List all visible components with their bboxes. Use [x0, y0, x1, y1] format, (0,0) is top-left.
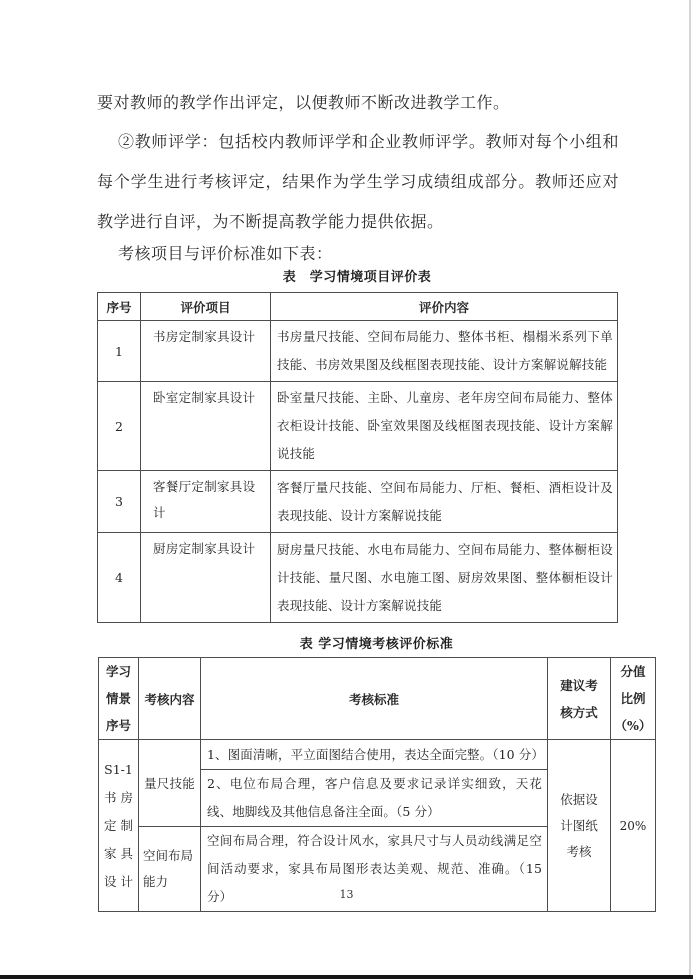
table1-header-no: 序号	[98, 293, 141, 321]
table1-project-evaluation	[97, 292, 618, 623]
paragraph-3: 考核项目与评价标准如下表：	[118, 244, 333, 263]
row-no: 4	[98, 533, 141, 623]
header-line: 分值	[620, 664, 646, 679]
situation-line: 书 房	[104, 789, 133, 805]
page-right-edge	[689, 0, 691, 979]
row-no: 3	[98, 471, 141, 533]
cell-ratio: 20%	[611, 740, 656, 912]
situation-line: 定 制	[104, 817, 133, 833]
cell-standard: 1、图面清晰，平立面图结合使用，表达全面完整。（10 分）	[201, 740, 548, 770]
table-row	[98, 321, 618, 382]
table-row	[98, 382, 618, 471]
cell-standard: 空间布局合理，符合设计风水，家具尺寸与人员动线满足空间活动要求，家具布局图形表达美观、规范、准确。（15 分）	[201, 827, 548, 912]
situation-line: 家 具	[104, 845, 133, 861]
row-no: 2	[98, 382, 141, 471]
row-content: 书房量尺技能、空间布局能力、整体书柜、榻榻米系列下单技能、书房效果图及线框图表现技能、设计方案解说解技能	[271, 321, 618, 382]
row-content: 卧室量尺技能、主卧、儿童房、老年房空间布局能力、整体衣柜设计技能、卧室效果图及线框图表现技能、设计方案解说技能	[271, 382, 618, 471]
method-line: 考核	[566, 843, 592, 859]
cell-situation	[99, 740, 139, 912]
table2-header-method	[548, 658, 611, 740]
page-number: 13	[339, 888, 354, 901]
cell-assess-content: 空间布局能力	[139, 827, 201, 912]
table-row	[99, 740, 656, 770]
table-row	[98, 533, 618, 623]
row-no: 1	[98, 321, 141, 382]
method-line: 依据设	[560, 791, 598, 807]
header-line: （%）	[614, 718, 652, 733]
header-line: 情景	[105, 691, 131, 706]
header-line: 序号	[105, 718, 131, 733]
method-line: 计图纸	[560, 817, 598, 833]
header-line: 核方式	[560, 704, 598, 720]
situation-line: 设 计	[104, 873, 133, 889]
header-line: 比例	[620, 691, 646, 706]
table2-header-row	[99, 658, 656, 740]
table1-header-row	[98, 293, 618, 321]
row-project: 卧室定制家具设计	[141, 382, 271, 471]
row-project: 客餐厅定制家具设计	[141, 471, 271, 533]
row-content: 客餐厅量尺技能、空间布局能力、厅柜、餐柜、酒柜设计及表现技能、设计方案解说技能	[271, 471, 618, 533]
table2-header-content: 考核内容	[139, 658, 201, 740]
paragraph-2: ②教师评学：包括校内教师评学和企业教师评学。教师对每个小组和每个学生进行考核评定，结果作为学生学习成绩组成部分。教师还应对教学进行自评，为不断提高教学能力提供依据。	[97, 132, 619, 231]
situation-line: S1-1	[104, 761, 133, 777]
table2-header-situation	[99, 658, 139, 740]
table2-assessment-standards	[98, 657, 656, 912]
header-line: 建议考	[560, 677, 598, 693]
table2-header-ratio	[611, 658, 656, 740]
table1-header-project: 评价项目	[141, 293, 271, 321]
header-line: 学习	[105, 664, 131, 679]
row-project: 书房定制家具设计	[141, 321, 271, 382]
table2-title: 表 学习情境考核评价标准	[299, 637, 454, 652]
table-row	[98, 471, 618, 533]
paragraph-1: 要对教师的教学作出评定，以便教师不断改进教学工作。	[97, 93, 510, 112]
cell-standard: 2、电位布局合理，客户信息及要求记录详实细致，天花线、地脚线及其他信息备注全面。（5 分）	[201, 770, 548, 827]
table1-title: 表 学习情境项目评价表	[282, 270, 432, 285]
cell-assess-content: 量尺技能	[139, 740, 201, 827]
table2-header-standard: 考核标准	[201, 658, 548, 740]
page-bottom-edge	[0, 975, 693, 979]
row-content: 厨房量尺技能、水电布局能力、空间布局能力、整体橱柜设计技能、量尺图、水电施工图、厨房效果图、整体橱柜设计表现技能、设计方案解说技能	[271, 533, 618, 623]
table1-header-content: 评价内容	[271, 293, 618, 321]
cell-method	[548, 740, 611, 912]
row-project: 厨房定制家具设计	[141, 533, 271, 623]
